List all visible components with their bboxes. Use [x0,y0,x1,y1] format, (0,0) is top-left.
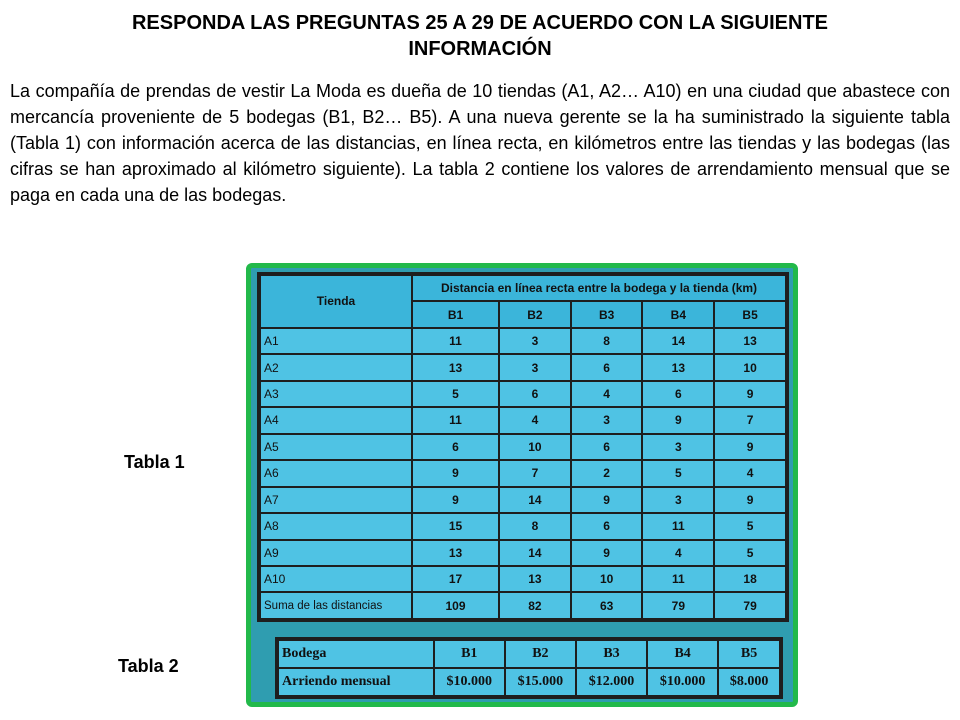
store-cell: A2 [261,355,411,379]
sum-cell: 79 [643,593,713,618]
distance-cell: 4 [500,408,570,432]
rent-cell: $15.000 [506,669,575,695]
rent-table [277,639,781,697]
distance-cell: 10 [572,567,642,591]
distance-cell: 11 [413,329,498,353]
table-row [261,355,785,379]
table-row [261,408,785,432]
distance-cell: 13 [715,329,785,353]
table-2-label: Tabla 2 [118,656,179,676]
table-row [261,514,785,538]
rent-cell: $10.000 [435,669,504,695]
page-heading [10,10,950,62]
distance-cell: 6 [572,355,642,379]
intro-paragraph: La compañía de prendas de vestir La Moda es dueña de 10 tiendas (A1, A2… A10) en una ciudad que abastece con mercancía proveniente de 5 bodegas (B1, B2… B5). A una nueva gerente se la ha suministrado la siguiente tabla (Tabla 1) con información acerca de las distancias, en línea recta, en kilómetros entre las tiendas y las bodegas (las cifras se han aproximado al kilómetro siguiente). La tabla 2 contiene los valores de arrendamiento mensual que se paga en cada una de las bodegas. [10,81,950,205]
distance-cell: 13 [413,541,498,565]
store-cell: A9 [261,541,411,565]
distance-cell: 14 [643,329,713,353]
distance-cell: 11 [413,408,498,432]
table-row [261,435,785,459]
distance-cell: 18 [715,567,785,591]
distance-cell: 9 [572,541,642,565]
distance-cell: 6 [413,435,498,459]
rent-header-label: Bodega [279,641,433,667]
store-cell: A5 [261,435,411,459]
distance-cell: 13 [413,355,498,379]
distance-cell: 9 [572,488,642,512]
sum-cell: 109 [413,593,498,618]
distance-cell: 2 [572,461,642,485]
distance-cell: 3 [643,488,713,512]
header-warehouse: B3 [572,302,642,326]
distance-cell: 3 [500,329,570,353]
rent-header-warehouse: B4 [648,641,717,667]
heading-line-2: INFORMACIÓN [408,38,552,60]
store-cell: A4 [261,408,411,432]
distance-cell: 9 [413,461,498,485]
header-distance: Distancia en línea recta entre la bodega y la tienda (km) [413,276,785,300]
store-cell: A8 [261,514,411,538]
rent-row-label: Arriendo mensual [279,669,433,695]
distance-cell: 9 [715,435,785,459]
table-row [261,541,785,565]
distance-cell: 4 [643,541,713,565]
heading-line-1: RESPONDA LAS PREGUNTAS 25 A 29 DE ACUERDO CON LA SIGUIENTE [131,12,828,34]
distance-cell: 11 [643,567,713,591]
table-row [261,329,785,353]
header-store: Tienda [261,276,411,327]
rent-cell: $12.000 [577,669,646,695]
distance-cell: 5 [643,461,713,485]
store-cell: A7 [261,488,411,512]
distance-table-container [257,272,789,622]
table-row [261,488,785,512]
rent-header-warehouse: B3 [577,641,646,667]
header-warehouse: B1 [413,302,498,326]
table-row [261,567,785,591]
store-cell: A1 [261,329,411,353]
table-row [261,382,785,406]
distance-cell: 8 [500,514,570,538]
header-warehouse: B4 [643,302,713,326]
distance-cell: 13 [500,567,570,591]
store-cell: A6 [261,461,411,485]
store-cell: A3 [261,382,411,406]
distance-cell: 6 [643,382,713,406]
distance-cell: 10 [500,435,570,459]
distance-cell: 6 [572,514,642,538]
sum-cell: 79 [715,593,785,618]
distance-cell: 14 [500,488,570,512]
distance-cell: 15 [413,514,498,538]
rent-header-warehouse: B2 [506,641,575,667]
distance-cell: 5 [715,541,785,565]
distance-cell: 4 [715,461,785,485]
rent-header-warehouse: B5 [719,641,779,667]
distance-cell: 9 [413,488,498,512]
distance-cell: 14 [500,541,570,565]
distance-cell: 3 [500,355,570,379]
table-row [261,461,785,485]
distance-cell: 9 [643,408,713,432]
distance-cell: 7 [500,461,570,485]
distance-cell: 9 [715,382,785,406]
distance-cell: 7 [715,408,785,432]
distance-cell: 6 [572,435,642,459]
distance-cell: 13 [643,355,713,379]
header-warehouse: B5 [715,302,785,326]
distance-cell: 9 [715,488,785,512]
rent-table-container [275,637,783,699]
distance-table [259,274,787,620]
distance-cell: 10 [715,355,785,379]
tables-frame [246,263,798,707]
rent-cell: $8.000 [719,669,779,695]
sum-cell: 82 [500,593,570,618]
sum-cell: 63 [572,593,642,618]
header-warehouse: B2 [500,302,570,326]
store-cell: A10 [261,567,411,591]
rent-cell: $10.000 [648,669,717,695]
distance-cell: 8 [572,329,642,353]
distance-cell: 5 [715,514,785,538]
distance-cell: 4 [572,382,642,406]
distance-cell: 11 [643,514,713,538]
distance-cell: 3 [572,408,642,432]
distance-cell: 6 [500,382,570,406]
distance-cell: 17 [413,567,498,591]
sum-row [261,593,785,618]
table-1-label: Tabla 1 [124,452,185,472]
sum-label: Suma de las distancias [261,593,411,618]
rent-header-warehouse: B1 [435,641,504,667]
distance-cell: 5 [413,382,498,406]
distance-cell: 3 [643,435,713,459]
